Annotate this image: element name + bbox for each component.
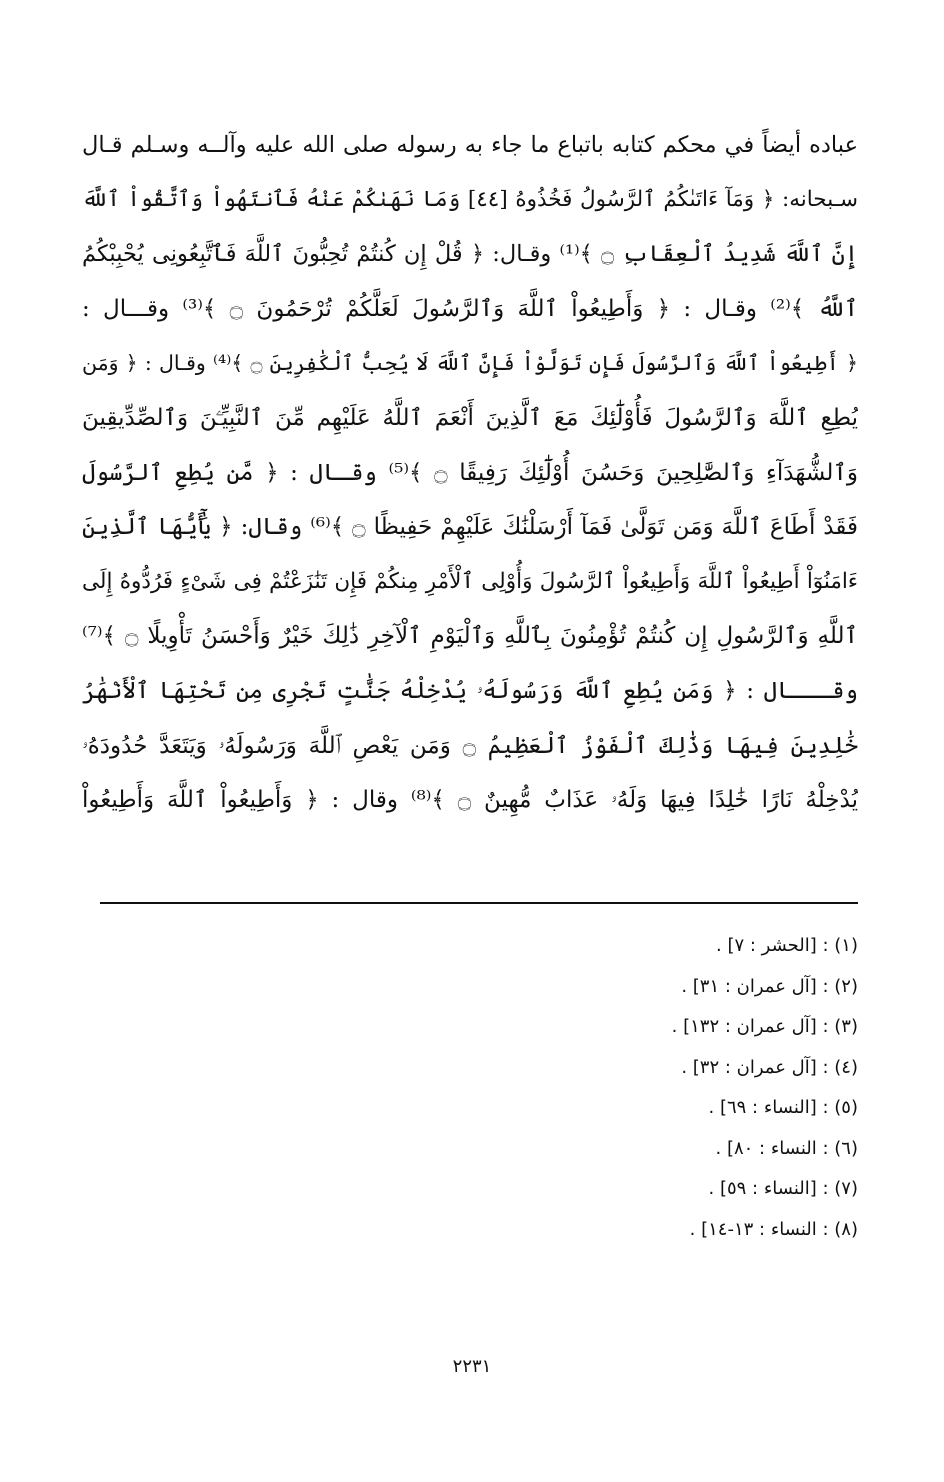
text-line-7: وَٱلشُّهَدَآءِ وَٱلصَّٰلِحِينَ وَحَسُنَ أُوْلَٰٓئِكَ رَفِيقًا ۝ ﴾⁽⁵⁾ وقـال : ﴿ مَّن يُطِعِ ٱلرَّسُولَ	[82, 459, 858, 486]
text-line-13: يُدْخِلْهُ نَارًا خَٰلِدًا فِيهَا وَلَهُۥ عَذَابٌ مُّهِينٌ ۝ ﴾⁽⁸⁾ وقال : ﴿ وَأَطِيعُواْ ٱللَّهَ وَأَطِيعُواْ	[82, 787, 858, 814]
text-line-5: ﴿ أَطِيعُواْ ٱللَّهَ وَٱلرَّسُولَ فَإِن تَوَلَّوْاْ فَإِنَّ ٱللَّهَ لَا يُحِبُّ ٱلْكَٰفِرِينَ ۝ ﴾⁽⁴⁾ وقـال : ﴿ وَمَن	[82, 351, 858, 376]
text-line-12: خَٰلِدِينَ فِيهَا وَذَٰلِكَ ٱلْفَوْزُ ٱلْعَظِيمُ ۝ وَمَن يَعْصِ ٱللَّهَ وَرَسُولَهُۥ وَيَتَعَدَّ حُدُودَهُۥ	[82, 732, 858, 759]
page-number: ٢٢٣١	[452, 1356, 492, 1377]
text-line-1: عباده أيضاً في محكم كتابه باتباع ما جاء به رسوله صلى الله عليه وآلــه وسـلم قـال	[82, 132, 858, 158]
text-line-4: ٱللَّهُ ﴾⁽²⁾ وقـال : ﴿ وَأَطِيعُواْ ٱللَّهَ وَٱلرَّسُولَ لَعَلَّكُمْ تُرْحَمُونَ ۝ ﴾⁽³⁾ وقـــال :	[82, 295, 858, 322]
text-line-11: وقـــال : ﴿ وَمَن يُطِعِ ٱللَّهَ وَرَسُولَهُۥ يُدْخِلْهُ جَنَّٰتٍ تَجْرِى مِن تَحْتِهَا ٱلْأَنْهَٰرُ	[82, 677, 858, 704]
footnote-6: (٦) : النساء : ٨٠] .	[715, 1137, 858, 1159]
text-line-8: فَقَدْ أَطَاعَ ٱللَّهَ وَمَن تَوَلَّىٰ فَمَآ أَرْسَلْنَٰكَ عَلَيْهِمْ حَفِيظًا ۝ ﴾⁽⁶⁾ وقال: ﴿ يَٰٓأَيُّهَا ٱلَّذِينَ	[82, 514, 858, 541]
text-line-6: يُطِعِ ٱللَّهَ وَٱلرَّسُولَ فَأُوْلَٰٓئِكَ مَعَ ٱلَّذِينَ أَنْعَمَ ٱللَّهُ عَلَيْهِم مِّنَ ٱلنَّبِيِّـۧنَ وَٱلصِّدِّيقِينَ	[82, 404, 858, 431]
footnotes-list	[98, 926, 858, 1250]
text-line-2: سـبحانه: ﴿ وَمَآ ءَاتَىٰكُمُ ٱلرَّسُولُ فَخُذُوهُ [٤٤] وَمَا نَهَىٰكُمْ عَنْهُ فَٱنتَهُواْ وَٱتَّقُواْ ٱللَّهَ	[82, 186, 858, 212]
text-line-9: ءَامَنُوٓاْ أَطِيعُواْ ٱللَّهَ وَأَطِيعُواْ ٱلرَّسُولَ وَأُوْلِى ٱلْأَمْرِ مِنكُمْ فَإِن تَنَٰزَعْتُمْ فِى شَىْءٍ فَرُدُّوهُ إِلَى	[82, 568, 858, 594]
text-line-10: ٱللَّهِ وَٱلرَّسُولِ إِن كُنتُمْ تُؤْمِنُونَ بِٱللَّهِ وَٱلْيَوْمِ ٱلْآخِرِ ذَٰلِكَ خَيْرٌ وَأَحْسَنُ تَأْوِيلًا ۝ ﴾⁽⁷⁾	[82, 623, 858, 650]
footnote-1: (١) : [الحشر : ٧] .	[716, 935, 858, 956]
footnote-3: (٣) : [آل عمران : ١٣٢] .	[671, 1016, 858, 1037]
footnote-8: (٨) : النساء : ١٣-١٤] .	[689, 1218, 858, 1240]
footnote-2: (٢) : [آل عمران : ٣١] .	[681, 975, 858, 997]
footnote-7: (٧) : [النساء : ٥٩] .	[708, 1178, 858, 1199]
main-text-block	[82, 118, 858, 828]
footnote-4: (٤) : [آل عمران : ٣٢] .	[681, 1056, 858, 1078]
text-line-3: إِنَّ ٱللَّهَ شَدِيدُ ٱلْعِقَابِ ۝ ﴾⁽¹⁾ وقـال: ﴿ قُلْ إِن كُنتُمْ تُحِبُّونَ ٱللَّهَ فَٱتَّبِعُونِى يُحْبِبْكُمُ	[82, 241, 858, 268]
footnote-divider	[100, 902, 858, 904]
footnote-5: (٥) : [النساء : ٦٩] .	[708, 1097, 858, 1118]
